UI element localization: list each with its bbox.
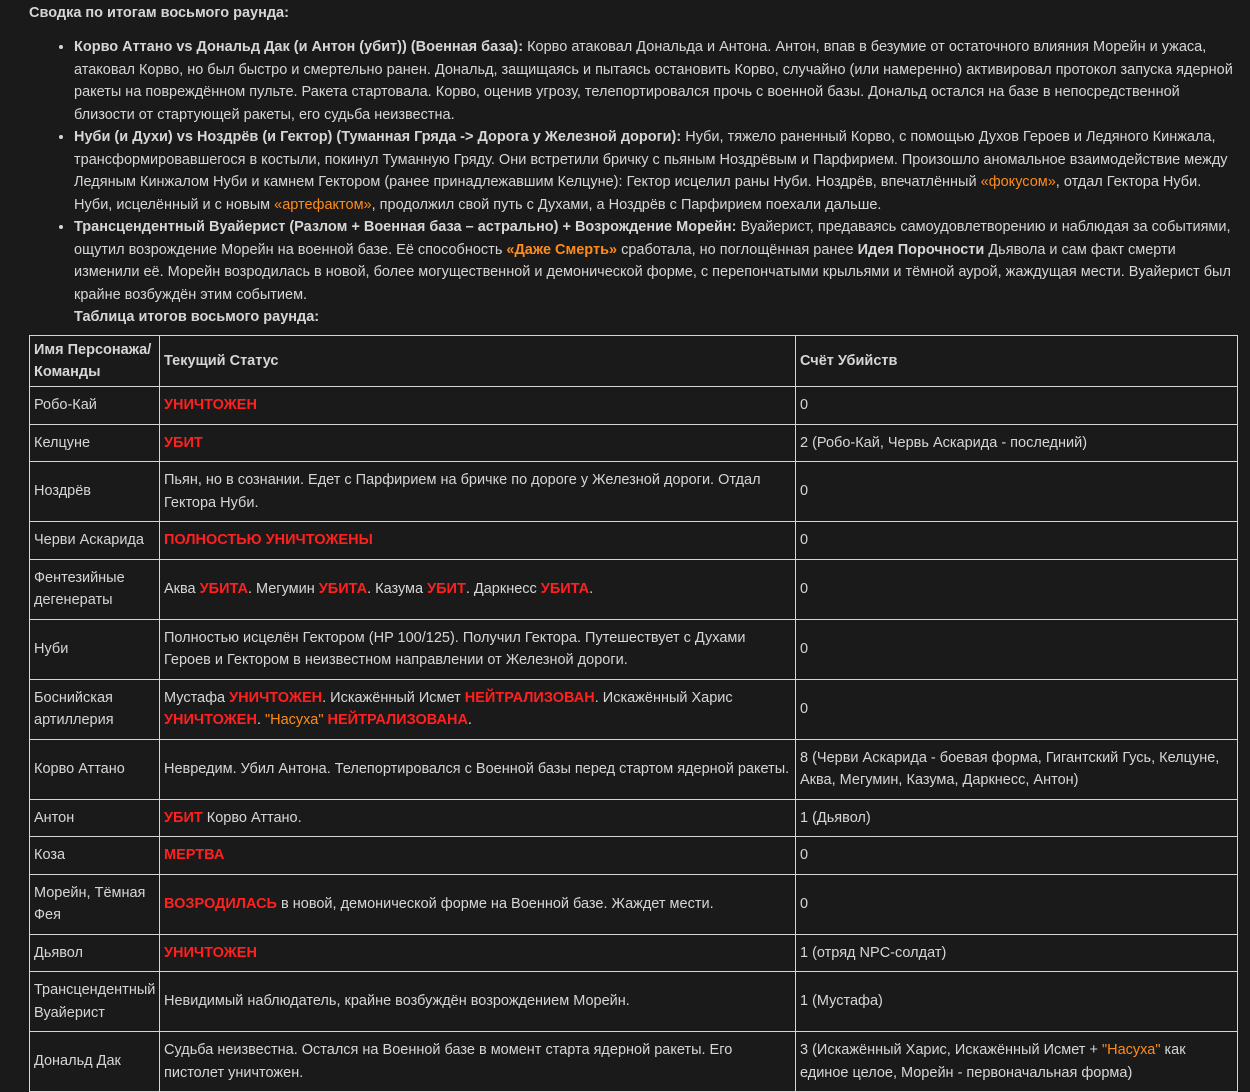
cell-kills: 0: [796, 522, 1238, 560]
cell-status: [160, 874, 796, 934]
cell-kills: [796, 1032, 1238, 1092]
cell-name: Робо-Кай: [30, 387, 160, 425]
status-badge: НЕЙТРАЛИЗОВАН: [464, 689, 595, 706]
status-badge: ПОЛНОСТЬЮ УНИЧТОЖЕНЫ: [164, 532, 373, 548]
highlight-text: «артефактом»: [274, 196, 372, 213]
table-row: [30, 387, 1238, 425]
cell-name: Келцуне: [30, 424, 160, 462]
cell-status: [160, 799, 796, 837]
kills-text: как единое целое, Морейн - первоначальная форма): [800, 1042, 1186, 1081]
table-row: [30, 799, 1238, 837]
cell-kills: 1 (отряд NPC-солдат): [796, 934, 1238, 972]
cell-status: Полностью исцелён Гектором (HP 100/125). Получил Гектора. Путешествует с Духами Героев и Гектором в неизвестном направлении от Железной дороги.: [160, 619, 796, 679]
cell-kills: 1 (Мустафа): [796, 972, 1238, 1032]
cell-name: Морейн, Тёмная Фея: [30, 874, 160, 934]
table-title: Таблица итогов восьмого раунда:: [74, 309, 320, 325]
status-badge: УБИТА: [199, 580, 248, 597]
cell-kills: 8 (Черви Аскарида - боевая форма, Гигантский Гусь, Келцуне, Аква, Мегумин, Казума, Даркнесс, Антон): [796, 739, 1238, 799]
status-badge: УБИТ: [427, 580, 466, 597]
status-badge: УБИТА: [318, 580, 368, 597]
table-row: [30, 424, 1238, 462]
bullet-title: Корво Аттано vs Дональд Дак (и Антон (убит)) (Военная база):: [74, 39, 524, 55]
cell-status: [160, 559, 796, 619]
cell-status: [160, 387, 796, 425]
cell-status: [160, 424, 796, 462]
status-badge: УНИЧТОЖЕН: [229, 689, 323, 706]
cell-kills: 0: [796, 679, 1238, 739]
status-text: Мустафа: [164, 689, 230, 706]
status-badge: УНИЧТОЖЕН: [164, 397, 257, 413]
table-row: [30, 739, 1238, 799]
column-header-kills: Счёт Убийств: [796, 336, 1238, 387]
bullet-text: Вуайерист, предаваясь самоудовлетворению и наблюдая за событиями, ощутил возрождение Морейн на военной базе. Её способность: [74, 219, 1231, 258]
column-header-name: Имя Персонажа/ Команды: [30, 336, 160, 387]
status-text: .: [589, 580, 594, 597]
cell-status: [160, 679, 796, 739]
cell-kills: 0: [796, 874, 1238, 934]
table-header-row: [30, 336, 1238, 387]
status-badge: УНИЧТОЖЕН: [164, 944, 257, 961]
summary-heading: Сводка по итогам восьмого раунда:: [29, 5, 289, 21]
cell-name: Нуби: [30, 619, 160, 679]
summary-list: [29, 36, 1237, 306]
results-table: [29, 335, 1238, 1092]
column-header-status: Текущий Статус: [160, 336, 796, 387]
table-row: [30, 619, 1238, 679]
cell-kills: 0: [796, 837, 1238, 875]
status-text: в новой, демонической форме на Военной базе. Жаждет мести.: [276, 895, 714, 912]
status-badge: УБИТА: [540, 580, 590, 597]
status-badge: УНИЧТОЖЕН: [164, 712, 257, 728]
cell-name: Трансцендентный Вуайерист: [30, 972, 160, 1032]
cell-name: Антон: [30, 799, 160, 837]
table-row: [30, 679, 1238, 739]
table-row: [30, 934, 1238, 972]
cell-status: [160, 837, 796, 875]
cell-name: Дональд Дак: [30, 1032, 160, 1092]
cell-kills: 0: [796, 387, 1238, 425]
bold-text: Идея Порочности: [857, 241, 985, 258]
table-row: [30, 462, 1238, 522]
bullet-title: Трансцендентный Вуайерист (Разлом + Военная база – астрально) + Возрождение Морейн:: [74, 219, 737, 235]
kills-text: 3 (Искажённый Харис, Искажённый Исмет +: [800, 1042, 1102, 1058]
bullet-text: Нуби, тяжело раненный Корво, с помощью Духов Героев и Ледяного Кинжала, трансформировавшегося в костыли, покинул Туманную Гряду. Они встретили бричку с пьяным Ноздрёвым и Парфирием. Произошло аномальное взаимодействие между Ледяным Кинжалом Нуби и камнем Гектором (ранее принадлежавшим Келцуне): Гектор исцелил раны Нуби. Ноздрёв, впечатлённый: [74, 129, 1228, 190]
bullet-text: , отдал Гектора Нуби. Нуби, исцелённый и с новым: [74, 174, 1202, 213]
highlight-text: "Насуха": [1101, 1042, 1161, 1058]
status-badge: НЕЙТРАЛИЗОВАНА: [327, 712, 468, 728]
cell-kills: 1 (Дьявол): [796, 799, 1238, 837]
status-text: . Искажённый Харис: [594, 689, 733, 706]
status-text: . Даркнесс: [465, 580, 541, 597]
cell-status: Невредим. Убил Антона. Телепортировался с Военной базы перед стартом ядерной ракеты.: [160, 739, 796, 799]
table-row: [30, 1032, 1238, 1092]
cell-name: Черви Аскарида: [30, 522, 160, 560]
cell-name: Дьявол: [30, 934, 160, 972]
cell-name: Корво Аттано: [30, 739, 160, 799]
bullet-title: Нуби (и Духи) vs Ноздрёв (и Гектор) (Туманная Гряда -> Дорога у Железной дороги):: [74, 129, 682, 145]
table-row: [30, 837, 1238, 875]
list-item: [74, 36, 1237, 126]
highlight-text: «Даже Смерть»: [506, 241, 618, 258]
highlight-text: «фокусом»: [980, 174, 1056, 190]
chat-message: [29, 2, 1237, 1092]
cell-kills: 0: [796, 619, 1238, 679]
cell-status: [160, 934, 796, 972]
status-badge: УБИТ: [164, 434, 203, 451]
bullet-text: , продолжил свой путь с Духами, а Ноздрёв с Парфирием поехали дальше.: [371, 196, 882, 213]
status-text: . Казума: [367, 580, 428, 597]
list-item: [74, 126, 1237, 216]
cell-kills: 0: [796, 559, 1238, 619]
cell-name: Ноздрёв: [30, 462, 160, 522]
cell-kills: 2 (Робо-Кай, Червь Аскарида - последний): [796, 424, 1238, 462]
bullet-text: Дьявола и сам факт смерти изменили её. Морейн возродилась в новой, более могущественной и демонической форме, с перепончатыми крыльями и тёмной аурой, жаждущая мести. Вуайерист был крайне возбуждён этим событием.: [74, 241, 1231, 303]
list-item: [74, 216, 1237, 306]
table-row: [30, 559, 1238, 619]
cell-status: [160, 522, 796, 560]
bullet-text: сработала, но поглощённая ранее: [617, 241, 858, 258]
cell-status: Невидимый наблюдатель, крайне возбуждён возрождением Морейн.: [160, 972, 796, 1032]
cell-status: Судьба неизвестна. Остался на Военной базе в момент старта ядерной ракеты. Его пистолет уничтожен.: [160, 1032, 796, 1092]
cell-name: Коза: [30, 837, 160, 875]
cell-status: Пьян, но в сознании. Едет с Парфирием на бричке по дороге у Железной дороги. Отдал Гектора Нуби.: [160, 462, 796, 522]
table-row: [30, 874, 1238, 934]
status-badge: ВОЗРОДИЛАСЬ: [164, 895, 277, 912]
bullet-text: Корво атаковал Дональда и Антона. Антон, впав в безумие от остаточного влияния Морейн и ужаса, атаковал Корво, но был быстро и смертельно ранен. Дональд, защищаясь и пытаясь остановить Корво, случайно (или намеренно) активировал протокол запуска ядерной ракеты на повреждённом пульте. Ракета стартовала. Корво, оценив угрозу, телепортировался прочь с военной базы. Дональд остался на базе в непосредственной близости от стартующей ракеты, его судьба неизвестна.: [74, 39, 1233, 123]
cell-kills: 0: [796, 462, 1238, 522]
status-text: Аква: [164, 580, 200, 597]
status-text: .: [256, 712, 265, 728]
status-text: Корво Аттано.: [202, 809, 302, 826]
table-row: [30, 972, 1238, 1032]
status-badge: МЕРТВА: [164, 847, 225, 863]
status-text: .: [467, 712, 472, 728]
status-badge: УБИТ: [164, 809, 203, 826]
table-row: [30, 522, 1238, 560]
cell-name: Фентезийные дегенераты: [30, 559, 160, 619]
cell-name: Боснийская артиллерия: [30, 679, 160, 739]
status-text: . Мегумин: [247, 580, 319, 597]
highlight-text: "Насуха": [265, 712, 324, 728]
status-text: . Искажённый Исмет: [322, 689, 465, 706]
